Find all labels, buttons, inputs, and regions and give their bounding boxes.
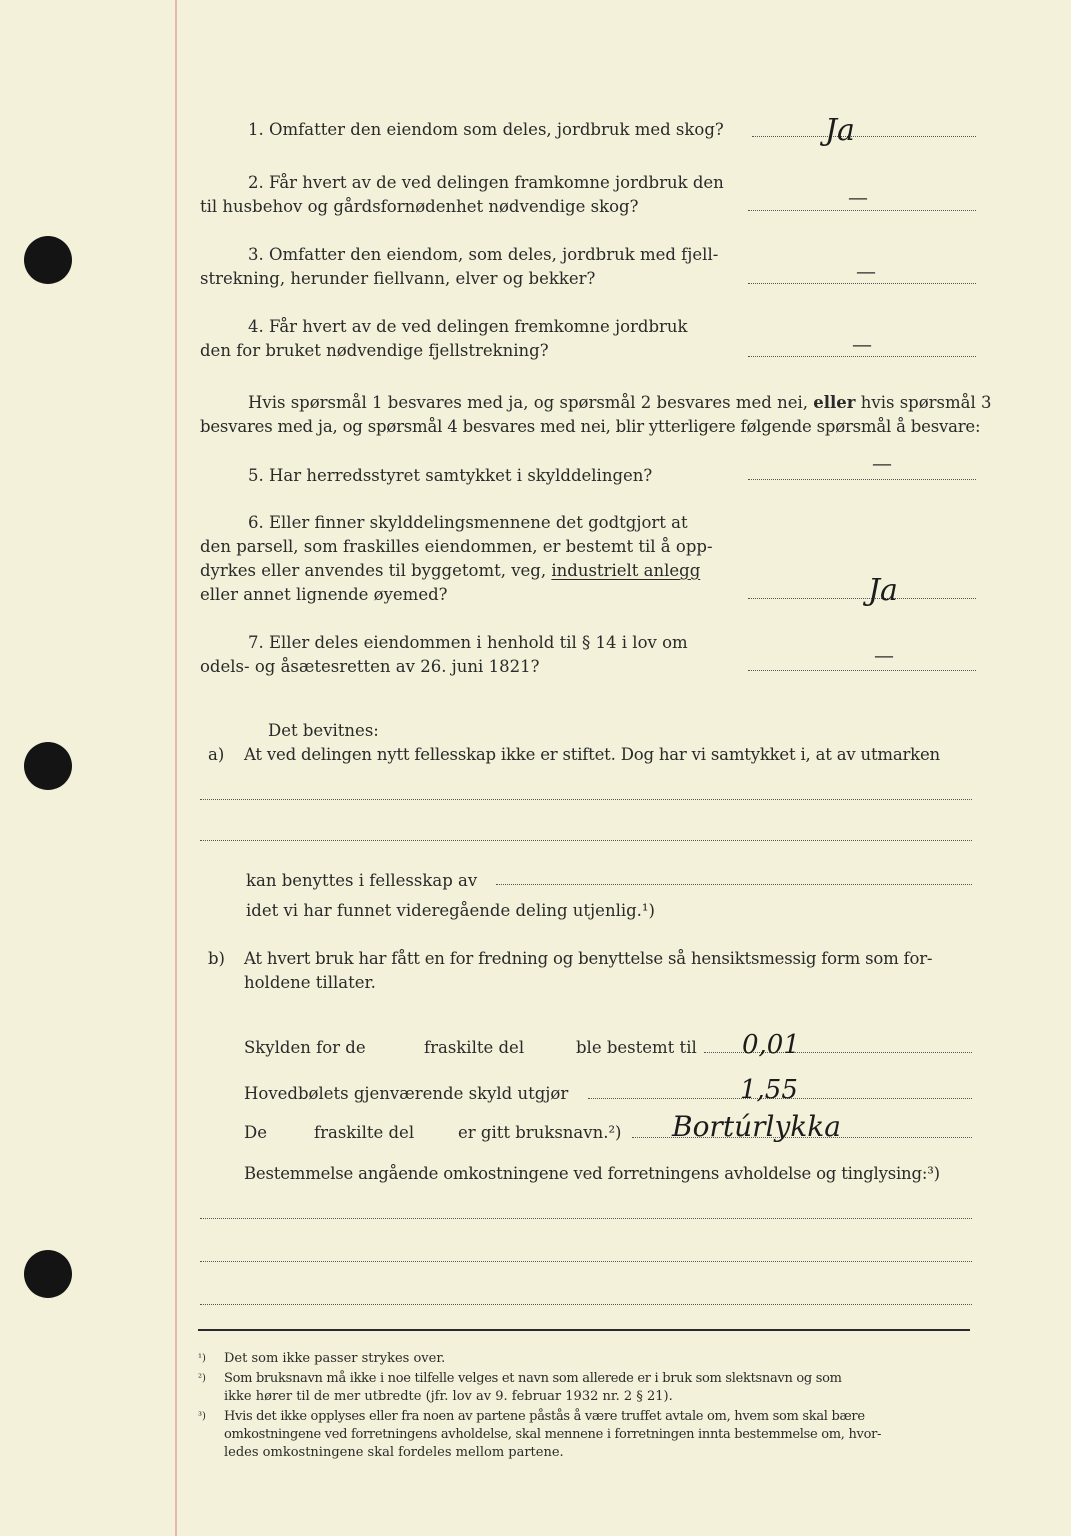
answer-6: Ja <box>868 573 898 608</box>
attest-b-line-2: holdene tillater. <box>244 973 376 992</box>
footnote-1-line-1: Det som ikke passer strykes over. <box>224 1351 446 1366</box>
question-6-line-3-text: dyrkes eller anvendes til byggetomt, veg, <box>200 561 547 580</box>
question-7-line-1: 7. Eller deles eiendommen i henhold til § 14 i lov om <box>248 633 688 652</box>
hoved-label: Hovedbølets gjenværende skyld utgjør <box>244 1084 569 1103</box>
punch-hole <box>24 1250 72 1298</box>
attest-fill-line-2 <box>200 840 972 841</box>
navn-label-3: er gitt bruksnavn.²) <box>458 1123 622 1142</box>
attest-a-text: At ved delingen nytt fellesskap ikke er stiftet. Dog har vi samtykket i, at av utmarken <box>244 745 940 764</box>
cost-label: Bestemmelse angående omkostningene ved forretningens avholdelse og tinglysing:³) <box>244 1164 940 1183</box>
condition-line-2: besvares med ja, og spørsmål 4 besvares med nei, blir ytterligere følgende spørsmål å besvare: <box>200 417 981 436</box>
condition-line-1 <box>248 392 992 414</box>
answer-1: Ja <box>825 113 855 148</box>
cost-line-3 <box>200 1304 972 1305</box>
navn-value: Bortúrlykka <box>672 1110 841 1143</box>
question-2-line-1: 2. Får hvert av de ved delingen framkomne jordbruk den <box>248 173 724 192</box>
answer-3: — <box>856 259 876 283</box>
question-6-line-2: den parsell, som fraskilles eiendommen, er bestemt til å opp- <box>200 537 713 556</box>
margin-line <box>175 0 177 1536</box>
condition-emphasis: eller <box>813 393 856 412</box>
answer-line-3 <box>748 283 976 284</box>
footnote-3-line-1: Hvis det ikke opplyses eller fra noen av partene påstås å være truffet avtale om, hvem som skal bære <box>224 1409 865 1424</box>
question-6-line-3 <box>200 560 700 582</box>
question-4-line-2: den for bruket nødvendige fjellstrekning? <box>200 341 549 360</box>
footnote-2-line-2: ikke hører til de mer utbredte (jfr. lov av 9. februar 1932 nr. 2 § 21). <box>224 1389 673 1404</box>
question-6-line-4: eller annet lignende øyemed? <box>200 585 448 604</box>
shared-use-line <box>496 884 972 885</box>
skyld-label-1: Skylden for de <box>244 1038 366 1057</box>
answer-line-4 <box>748 356 976 357</box>
punch-hole <box>24 742 72 790</box>
footnote-2-number: ²) <box>198 1373 206 1384</box>
answer-5: — <box>872 451 892 475</box>
question-6-line-1: 6. Eller finner skylddelingsmennene det godtgjort at <box>248 513 688 532</box>
question-1: 1. Omfatter den eiendom som deles, jordbruk med skog? <box>248 120 724 139</box>
navn-label-2: fraskilte del <box>314 1123 415 1142</box>
attest-heading: Det bevitnes: <box>268 721 379 740</box>
question-2-line-2: til husbehov og gårdsfornødenhet nødvendige skog? <box>200 197 639 216</box>
attest-a-label: a) <box>208 745 225 764</box>
question-7-line-2: odels- og åsætesretten av 26. juni 1821? <box>200 657 540 676</box>
question-6-underlined: industrielt anlegg <box>551 561 701 580</box>
footnote-2-line-1: Som bruksnavn må ikke i noe tilfelle velges et navn som allerede er i bruk som slektsnavn og som <box>224 1371 842 1386</box>
question-3-line-1: 3. Omfatter den eiendom, som deles, jordbruk med fjell- <box>248 245 719 264</box>
answer-line-2 <box>748 210 976 211</box>
cost-line-1 <box>200 1218 972 1219</box>
skyld-label-2: fraskilte del <box>424 1038 525 1057</box>
footnote-1-number: ¹) <box>198 1353 206 1364</box>
question-4-line-1: 4. Får hvert av de ved delingen fremkomne jordbruk <box>248 317 688 336</box>
shared-use-reason: idet vi har funnet videregående deling utjenlig.¹) <box>246 901 655 920</box>
skyld-label-3: ble bestemt til <box>576 1038 697 1057</box>
navn-label-1: De <box>244 1123 267 1142</box>
attest-b-label: b) <box>208 949 225 968</box>
answer-line-5 <box>748 479 976 480</box>
shared-use-label: kan benyttes i fellesskap av <box>246 871 478 890</box>
skyld-value: 0,01 <box>742 1030 800 1060</box>
answer-4: — <box>852 332 872 356</box>
footnote-separator <box>198 1329 970 1331</box>
answer-line-1 <box>752 136 976 137</box>
answer-line-6 <box>748 598 976 599</box>
punch-hole <box>24 236 72 284</box>
answer-2: — <box>848 185 868 209</box>
answer-line-7 <box>748 670 976 671</box>
question-5: 5. Har herredsstyret samtykket i skylddelingen? <box>248 466 653 485</box>
question-3-line-2: strekning, herunder fiellvann, elver og bekker? <box>200 269 596 288</box>
answer-7: — <box>874 643 894 667</box>
footnote-3-line-2: omkostningene ved forretningens avholdelse, skal mennene i forretningen innta bestemmelse om, hvor- <box>224 1427 882 1442</box>
cost-line-2 <box>200 1261 972 1262</box>
hoved-value: 1,55 <box>740 1075 798 1105</box>
attest-b-line-1: At hvert bruk har fått en for fredning og benyttelse så hensiktsmessig form som for- <box>244 949 933 968</box>
footnote-3-line-3: ledes omkostningene skal fordeles mellom partene. <box>224 1445 564 1460</box>
attest-fill-line-1 <box>200 799 972 800</box>
condition-text-c: hvis spørsmål 3 <box>860 393 992 412</box>
condition-text-a: Hvis spørsmål 1 besvares med ja, og spørsmål 2 besvares med nei, <box>248 393 809 412</box>
footnote-3-number: ³) <box>198 1411 206 1422</box>
